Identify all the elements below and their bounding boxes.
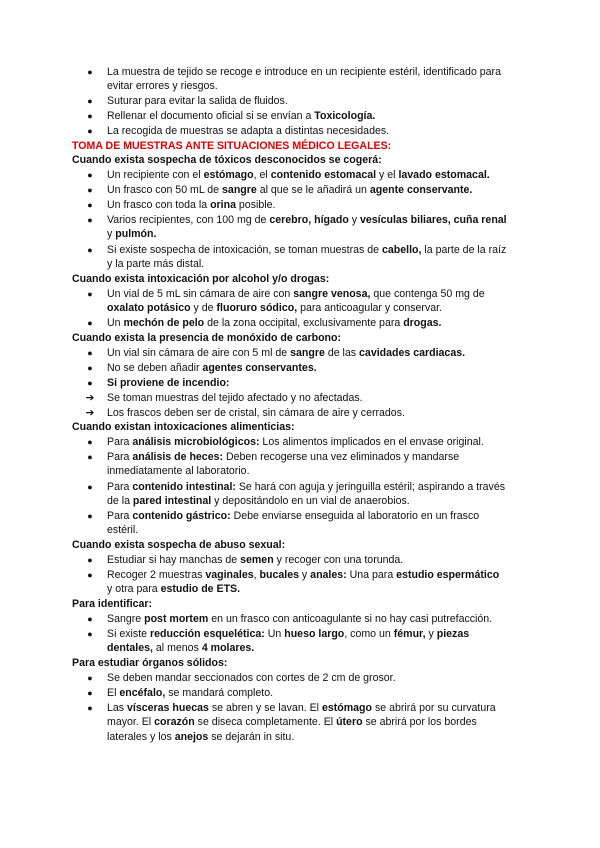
text-run: se mandará completo. bbox=[165, 687, 274, 699]
text-run: que contenga 50 mg de bbox=[370, 288, 485, 300]
text-run: Rellenar el documento oficial si se envían a bbox=[107, 110, 315, 122]
text-run: Para bbox=[107, 451, 133, 463]
bold-text: Cuando exista sospecha de tóxicos desconocidos se cogerá: bbox=[72, 154, 382, 166]
bold-text: orina bbox=[210, 199, 236, 211]
text-run: Un vial sin cámara de aire con 5 ml de bbox=[107, 347, 291, 359]
text-run: estéril. bbox=[107, 524, 139, 536]
bold-text: fluoruro sódico, bbox=[216, 302, 298, 314]
subsection-heading bbox=[72, 539, 285, 552]
list-item-line bbox=[107, 524, 138, 537]
bold-text: estómago bbox=[321, 702, 373, 714]
bullet-icon: ● bbox=[87, 215, 93, 225]
bold-text: anejos bbox=[174, 731, 209, 743]
text-run: inmediatamente al laboratorio. bbox=[107, 465, 250, 477]
text-run: , como un bbox=[344, 628, 394, 640]
text-run: en un frasco con anticoagulante si no hay casi putrefacción. bbox=[208, 613, 493, 625]
bullet-icon: ● bbox=[87, 245, 93, 255]
list-item-line bbox=[107, 451, 459, 464]
list-item-line bbox=[107, 731, 294, 744]
list-item-line bbox=[107, 702, 496, 715]
bold-text: estómago bbox=[203, 169, 254, 181]
text-run: Los alimentos implicados en el envase original. bbox=[259, 436, 484, 448]
list-item-line bbox=[107, 407, 405, 420]
list-item-line bbox=[107, 125, 389, 138]
text-run: y bbox=[298, 569, 311, 581]
text-run: al menos bbox=[152, 642, 202, 654]
text-run: de la zona occipital, exclusivamente para bbox=[204, 317, 404, 329]
text-run: se abren y se lavan. El bbox=[208, 702, 322, 714]
text-run: Para bbox=[107, 510, 133, 522]
bold-text: sangre venosa, bbox=[293, 288, 371, 300]
list-item-line bbox=[107, 184, 472, 197]
bold-text: cavidades cardiacas. bbox=[359, 347, 466, 359]
subsection-heading bbox=[72, 421, 295, 434]
text-run: y el bbox=[376, 169, 399, 181]
text-run: El bbox=[107, 687, 120, 699]
list-item-line bbox=[107, 214, 507, 227]
list-item-line bbox=[107, 66, 501, 79]
text-run: Un frasco con toda la bbox=[107, 199, 211, 211]
list-item-line bbox=[107, 288, 485, 301]
text-run: se abrirá por su curvatura bbox=[372, 702, 496, 714]
bullet-icon: ● bbox=[87, 318, 93, 328]
list-item-line bbox=[107, 583, 240, 596]
list-item-line bbox=[107, 95, 288, 108]
bullet-icon: ● bbox=[87, 111, 93, 121]
bullet-icon: ● bbox=[87, 482, 93, 492]
bold-text: Toxicología. bbox=[314, 110, 376, 122]
subsection-heading bbox=[72, 154, 382, 167]
text-run: , bbox=[253, 569, 260, 581]
list-item-line bbox=[107, 613, 492, 626]
bold-text: Para estudiar órganos sólidos: bbox=[72, 657, 228, 669]
bold-text: estudio de ETS. bbox=[160, 583, 241, 595]
bold-text: post mortem bbox=[144, 613, 209, 625]
bold-text: vaginales bbox=[205, 569, 254, 581]
text-run: Recoger 2 muestras bbox=[107, 569, 206, 581]
bullet-icon: ● bbox=[87, 67, 93, 77]
bullet-icon: ● bbox=[87, 170, 93, 180]
bullet-icon: ● bbox=[87, 378, 93, 388]
bullet-icon: ● bbox=[87, 437, 93, 447]
list-item-line bbox=[107, 687, 273, 700]
text-run: Un bbox=[264, 628, 285, 640]
bold-text: útero bbox=[336, 716, 363, 728]
text-run: Si existe bbox=[107, 628, 150, 640]
text-run: y otra para bbox=[107, 583, 161, 595]
text-run: Deben recogerse una vez eliminados y mandarse bbox=[223, 451, 460, 463]
bold-text: anales: bbox=[310, 569, 347, 581]
list-item-line bbox=[107, 642, 254, 655]
text-run: Las bbox=[107, 702, 128, 714]
subsection-heading bbox=[72, 332, 341, 345]
text-run: Varios recipientes, con 100 mg de bbox=[107, 214, 270, 226]
bold-text: 4 molares. bbox=[201, 642, 255, 654]
bold-text: agente conservante. bbox=[369, 184, 473, 196]
text-run: Para bbox=[107, 481, 133, 493]
text-run: la parte de la raíz bbox=[421, 244, 507, 256]
list-item-line bbox=[107, 228, 156, 241]
list-item-line bbox=[107, 362, 317, 375]
bullet-icon: ● bbox=[87, 614, 93, 624]
bold-text: Cuando exista la presencia de monóxido de carbono: bbox=[72, 332, 342, 344]
bold-text: contenido estomacal bbox=[270, 169, 377, 181]
list-item-line bbox=[107, 672, 396, 685]
bullet-icon: ● bbox=[87, 703, 93, 713]
text-run: mayor. El bbox=[107, 716, 155, 728]
bold-text: sangre bbox=[290, 347, 325, 359]
bold-text: agentes conservantes. bbox=[202, 362, 317, 374]
bold-text: piezas bbox=[436, 628, 470, 640]
text-run: al que se le añadirá un bbox=[256, 184, 370, 196]
list-item-line bbox=[107, 465, 250, 478]
bold-text: pulmón. bbox=[115, 228, 157, 240]
bold-text: lavado estomacal. bbox=[398, 169, 490, 181]
text-run: se diseca completamente. El bbox=[194, 716, 337, 728]
list-item-line bbox=[107, 258, 204, 271]
bold-text: Cuando existan intoxicaciones alimenticias: bbox=[72, 421, 295, 433]
list-item-line bbox=[107, 628, 469, 641]
text-run: Se deben mandar seccionados con cortes de 2 cm de grosor. bbox=[107, 672, 396, 684]
subsection-heading bbox=[72, 273, 329, 286]
list-item-line bbox=[107, 481, 505, 494]
bullet-icon: ● bbox=[87, 511, 93, 521]
text-run: Para bbox=[107, 436, 133, 448]
arrow-bullet-icon: ➔ bbox=[85, 407, 95, 419]
bullet-icon: ● bbox=[87, 570, 93, 580]
bullet-icon: ● bbox=[87, 363, 93, 373]
bullet-icon: ● bbox=[87, 452, 93, 462]
text-run: La muestra de tejido se recoge e introduce en un recipiente estéril, identificado para bbox=[107, 66, 501, 78]
bold-text: Para identificar: bbox=[72, 598, 153, 610]
bold-text: Cuando exista intoxicación por alcohol y/o drogas: bbox=[72, 273, 330, 285]
text-run: y depositándolo en un vial de anaerobios. bbox=[211, 495, 410, 507]
list-item-line bbox=[107, 317, 441, 330]
list-item-line bbox=[107, 80, 218, 93]
bold-text: cabello, bbox=[382, 244, 422, 256]
bold-text: análisis microbiológicos: bbox=[132, 436, 260, 448]
list-item-line bbox=[107, 554, 403, 567]
text-run: Sangre bbox=[107, 613, 145, 625]
bold-text: contenido intestinal: bbox=[132, 481, 236, 493]
bullet-icon: ● bbox=[87, 289, 93, 299]
text-run: y bbox=[107, 228, 116, 240]
bullet-icon: ● bbox=[87, 200, 93, 210]
list-item-line bbox=[107, 347, 465, 360]
text-run: Un frasco con 50 mL de bbox=[107, 184, 223, 196]
section-title bbox=[72, 140, 391, 153]
text-run: La recogida de muestras se adapta a distintas necesidades. bbox=[107, 125, 390, 137]
text-run: Debe enviarse enseguida al laboratorio en un frasco bbox=[230, 510, 480, 522]
text-run: se abrirá por los bordes bbox=[362, 716, 477, 728]
text-run: laterales y los bbox=[107, 731, 175, 743]
text-run: No se deben añadir bbox=[107, 362, 203, 374]
text-run: y recoger con una torunda. bbox=[273, 554, 404, 566]
text-run: y la parte más distal. bbox=[107, 258, 205, 270]
bold-text: drogas. bbox=[403, 317, 442, 329]
bold-text: cerebro, hígado bbox=[269, 214, 349, 226]
subsection-heading bbox=[72, 657, 227, 670]
bold-text: dentales, bbox=[107, 642, 153, 654]
bullet-icon: ● bbox=[87, 126, 93, 136]
bold-text: contenido gástrico: bbox=[132, 510, 231, 522]
bold-text: semen bbox=[240, 554, 274, 566]
text-run: Un recipiente con el bbox=[107, 169, 204, 181]
bold-text: vísceras huecas bbox=[127, 702, 209, 714]
arrow-bullet-icon: ➔ bbox=[85, 392, 95, 404]
list-item-line bbox=[107, 199, 275, 212]
text-run: Se hará con aguja y jeringuilla estéril; aspirando a través bbox=[235, 481, 506, 493]
list-item-line bbox=[107, 495, 410, 508]
text-run: Los frascos deben ser de cristal, sin cámara de aire y cerrados. bbox=[107, 407, 405, 419]
bold-text: TOMA DE MUESTRAS ANTE SITUACIONES MÉDICO LEGALES: bbox=[72, 140, 392, 152]
text-run: Se toman muestras del tejido afectado y no afectadas. bbox=[107, 392, 363, 404]
text-run: posible. bbox=[235, 199, 276, 211]
bullet-icon: ● bbox=[87, 688, 93, 698]
bold-text: oxalato potásico bbox=[107, 302, 191, 314]
bullet-icon: ● bbox=[87, 96, 93, 106]
list-item-line bbox=[107, 569, 499, 582]
text-run: se dejarán in situ. bbox=[208, 731, 295, 743]
bold-text: Cuando exista sospecha de abuso sexual: bbox=[72, 539, 286, 551]
text-run: y bbox=[348, 214, 360, 226]
text-run: y de bbox=[190, 302, 217, 314]
list-item-line bbox=[107, 510, 479, 523]
text-run: evitar errores y riesgos. bbox=[107, 80, 218, 92]
bullet-icon: ● bbox=[87, 673, 93, 683]
text-run: para anticoagular y conservar. bbox=[297, 302, 443, 314]
list-item-line bbox=[107, 392, 363, 405]
bold-text: reducción esquelética: bbox=[149, 628, 265, 640]
list-item-line bbox=[107, 110, 375, 123]
list-item-line bbox=[107, 169, 490, 182]
bold-text: hueso largo bbox=[284, 628, 345, 640]
list-item-line bbox=[107, 302, 442, 315]
text-run: Un bbox=[107, 317, 124, 329]
text-run: Una para bbox=[346, 569, 397, 581]
bold-text: Si proviene de incendio: bbox=[107, 377, 230, 389]
text-run: , el bbox=[253, 169, 271, 181]
bold-text: fémur, bbox=[393, 628, 426, 640]
bullet-icon: ● bbox=[87, 185, 93, 195]
list-item-line bbox=[107, 716, 477, 729]
text-run: Un vial de 5 mL sin cámara de aire con bbox=[107, 288, 294, 300]
subsection-heading bbox=[72, 598, 152, 611]
bold-text: sangre bbox=[222, 184, 257, 196]
bold-text: vesículas biliares, cuña renal bbox=[360, 214, 507, 226]
text-run: y bbox=[425, 628, 437, 640]
bold-text: mechón de pelo bbox=[123, 317, 205, 329]
text-run: de las bbox=[324, 347, 360, 359]
bold-text: encéfalo, bbox=[119, 687, 166, 699]
bold-text: bucales bbox=[259, 569, 299, 581]
bold-text: estudio espermático bbox=[396, 569, 500, 581]
bullet-icon: ● bbox=[87, 555, 93, 565]
text-run: de la bbox=[107, 495, 133, 507]
text-run: Si existe sospecha de intoxicación, se toman muestras de bbox=[107, 244, 382, 256]
list-item-line bbox=[107, 436, 484, 449]
text-run: Suturar para evitar la salida de fluidos. bbox=[107, 95, 288, 107]
list-item-line bbox=[107, 377, 229, 390]
list-item-line bbox=[107, 244, 506, 257]
bold-text: análisis de heces: bbox=[132, 451, 224, 463]
bold-text: pared intestinal bbox=[132, 495, 212, 507]
bullet-icon: ● bbox=[87, 348, 93, 358]
bullet-icon: ● bbox=[87, 629, 93, 639]
text-run: Estudiar si hay manchas de bbox=[107, 554, 241, 566]
bold-text: corazón bbox=[154, 716, 195, 728]
